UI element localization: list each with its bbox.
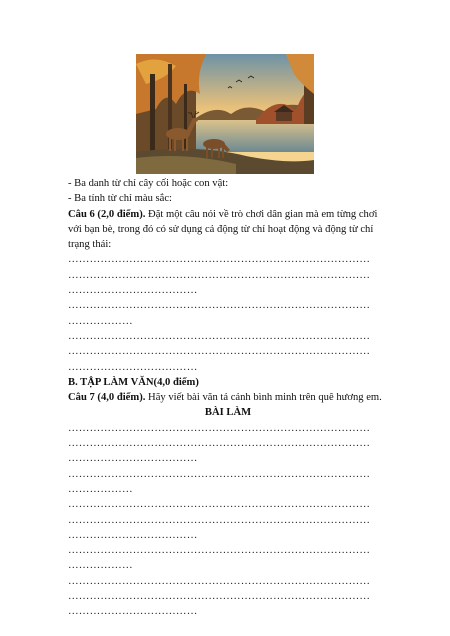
answer-line: ………………………………………………………………………… — [68, 346, 371, 358]
answer-line: ………………………………………………………………………… — [68, 514, 371, 526]
landscape-image — [136, 54, 314, 174]
question-7-text: Hãy viết bài văn tả cảnh bình minh trên quê hương em. — [145, 392, 382, 404]
bai-lam-heading: BÀI LÀM — [204, 407, 252, 419]
answer-line: ……………………………… — [68, 453, 198, 465]
question-7-label: Câu 7 (4,0 điểm). — [68, 392, 146, 404]
answer-line: ………………………………………………………………………… — [68, 330, 371, 342]
answer-line: ……………………………… — [68, 285, 198, 297]
answer-line: ……………………………… — [68, 361, 198, 373]
answer-line: ………………………………………………………………………… — [68, 545, 371, 557]
answer-line: ………………………………………………………………………… — [68, 591, 371, 603]
answer-line: ………………………………………………………………………… — [68, 422, 371, 434]
answer-line: ………………………………………………………………………… — [68, 468, 371, 480]
answer-line: ………………………………………………………………………… — [68, 499, 371, 511]
answer-line: ………………………………………………………………………… — [68, 269, 371, 281]
item-nouns: - Ba danh từ chỉ cây cối hoặc con vật: — [68, 178, 229, 189]
question-6-label: Câu 6 (2,0 điểm). — [68, 208, 146, 220]
exam-text — [68, 176, 388, 620]
answer-line: ………………………………………………………………………… — [68, 438, 371, 450]
item-adjectives: - Ba tính từ chỉ màu sắc: — [68, 193, 173, 205]
answer-line: ………………………………………………………………………… — [68, 300, 371, 312]
answer-line: ……………… — [68, 560, 133, 572]
answer-line: ………………………………………………………………………… — [68, 575, 371, 587]
answer-line: ………………………………………………………………………… — [68, 254, 371, 266]
answer-line: ……………………………… — [68, 529, 198, 541]
autumn-lake-deer-illustration — [136, 54, 314, 174]
answer-line: ……………… — [68, 483, 133, 495]
answer-line: ……………… — [68, 315, 133, 327]
answer-line: ……………………………… — [68, 606, 198, 618]
question-6 — [68, 207, 388, 253]
question-6-text: Đặt một câu nói về trò chơi dân gian mà em từng chơi với bạn bè, trong đó có sử dụng cả động từ chỉ hoạt động và động từ chỉ trạng thái: — [68, 208, 378, 251]
section-b-heading: B. TẬP LÀM VĂN(4,0 điểm) — [68, 376, 199, 388]
question-7 — [68, 390, 388, 405]
